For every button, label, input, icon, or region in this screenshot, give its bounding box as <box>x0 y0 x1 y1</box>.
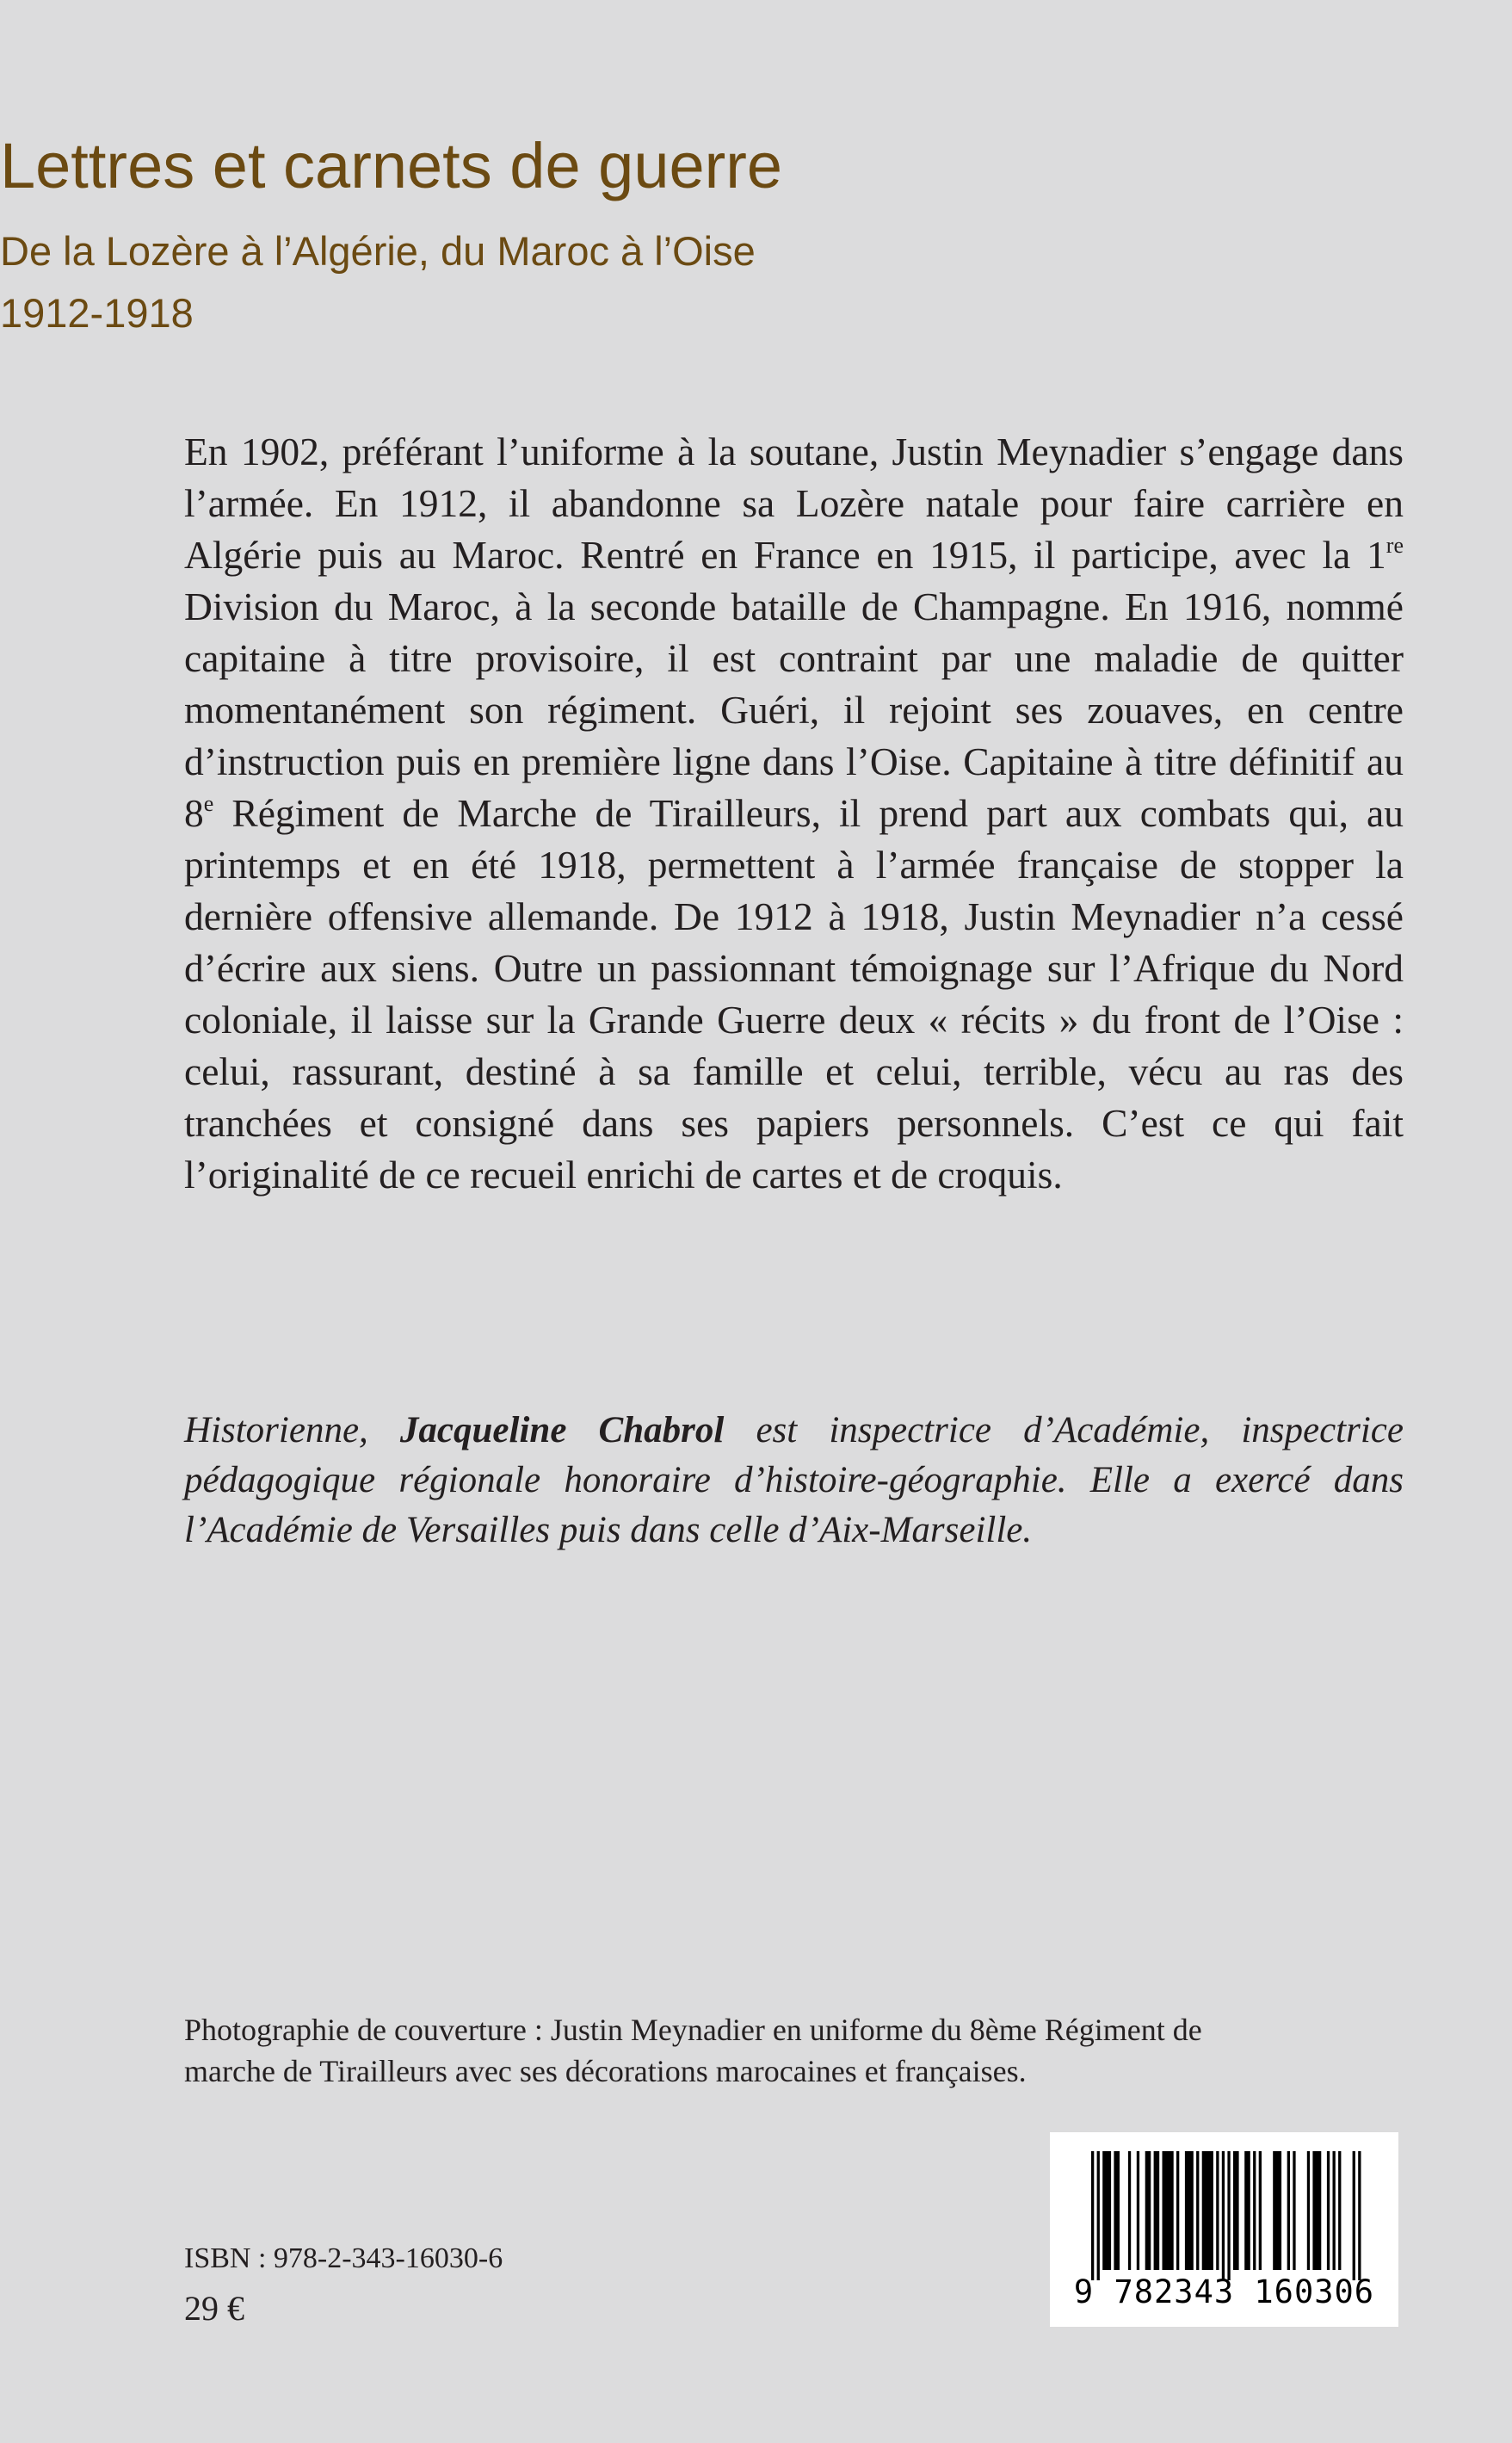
author-bio <box>184 1406 1404 1555</box>
barcode-bar <box>1287 2151 1290 2270</box>
barcode-bar <box>1293 2151 1295 2270</box>
author-name: Jacqueline Chabrol <box>399 1410 725 1450</box>
barcode-bar <box>1353 2151 1355 2280</box>
barcode-bar <box>1154 2151 1160 2270</box>
book-title: Lettres et carnets de guerre <box>0 130 783 201</box>
barcode-bar <box>1273 2151 1281 2270</box>
summary-part-3: Régiment de Marche de Tirailleurs, il prend part aux combats qui, au printemps et en été 1918, permettent à l’armée française de stopper la dernière offensive allemande. De 1912 à 1918, Justin Meynadier n’a cessé d’écrire aux siens. Outre un passionnant témoignage sur l’Afrique du Nord coloniale, il laisse sur la Grande Guerre deux « récits » du front de l’Oise : celui, rassurant, destiné à sa famille et celui, terrible, vécu au ras des tranchées et consigné dans ses papiers personnels. C’est ce qui fait l’originalité de ce recueil enrichi de cartes et de croquis. <box>184 791 1404 1197</box>
author-bio-before: Historienne, <box>184 1410 400 1450</box>
barcode-bar <box>1128 2151 1131 2270</box>
barcode-bar <box>1253 2151 1256 2270</box>
barcode-bar <box>1222 2151 1225 2280</box>
barcode-bar <box>1097 2151 1100 2280</box>
summary-superscript-2: e <box>203 791 214 816</box>
barcode-bar <box>1233 2151 1239 2270</box>
barcode-bar <box>1102 2151 1111 2270</box>
barcode-bar <box>1176 2151 1179 2270</box>
barcode-bar <box>1185 2151 1194 2270</box>
barcode-bar <box>1244 2151 1250 2270</box>
barcode-bar <box>1163 2151 1174 2270</box>
barcode-bar <box>1327 2151 1330 2270</box>
summary-part-2: Division du Maroc, à la seconde bataille de Champagne. En 1916, nommé capitaine à titre provisoire, il est contraint par une maladie de quitter momentanément son régiment. Guéri, il rejoint ses zouaves, en centre d’instruction puis en première ligne dans l’Oise. Capitaine à titre définitif au 8 <box>184 584 1404 835</box>
photo-credit: Photographie de couverture : Justin Meynadier en uniforme du 8ème Régiment de marche de Tirailleurs avec ses décorations marocaines et françaises. <box>184 2013 1202 2088</box>
barcode-bar <box>1312 2151 1321 2270</box>
isbn: ISBN : 978-2-343-16030-6 <box>184 2242 503 2274</box>
book-subtitle: De la Lozère à l’Algérie, du Maroc à l’Oise <box>0 228 756 274</box>
barcode-digits: 9 782343 160306 <box>1073 2273 1375 2310</box>
barcode-bar <box>1333 2151 1336 2270</box>
author-bio-after: est inspectrice d’Académie, inspectrice pédagogique régionale honoraire d’histoire-géographie. Elle a exercé dans l’Académie de Versailles puis dans celle d’Aix-Marseille. <box>184 1410 1404 1550</box>
barcode-bar <box>1114 2151 1120 2270</box>
summary-part-1: En 1902, préférant l’uniforme à la soutane, Justin Meynadier s’engage dans l’armée. En 1912, il abandonne sa Lozère natale pour faire carrière en Algérie puis au Maroc. Rentré en France en 1915, il participe, avec la 1 <box>184 430 1404 577</box>
barcode-bar <box>1145 2151 1151 2270</box>
barcode-bar <box>1227 2151 1230 2280</box>
barcode-bar <box>1259 2151 1262 2270</box>
barcode-bar <box>1216 2151 1219 2270</box>
book-years: 1912-1918 <box>0 290 194 336</box>
barcode-bar <box>1202 2151 1213 2270</box>
summary-superscript-1: re <box>1385 533 1404 558</box>
barcode-bar <box>1196 2151 1199 2270</box>
barcode-bar <box>1338 2151 1341 2270</box>
barcode-bar <box>1358 2151 1361 2280</box>
price: 29 € <box>184 2289 244 2328</box>
barcode-bar <box>1091 2151 1094 2280</box>
summary-paragraph <box>184 426 1404 1201</box>
barcode <box>1050 2132 1398 2327</box>
barcode-bar <box>1307 2151 1310 2270</box>
barcode-bar <box>1137 2151 1139 2270</box>
